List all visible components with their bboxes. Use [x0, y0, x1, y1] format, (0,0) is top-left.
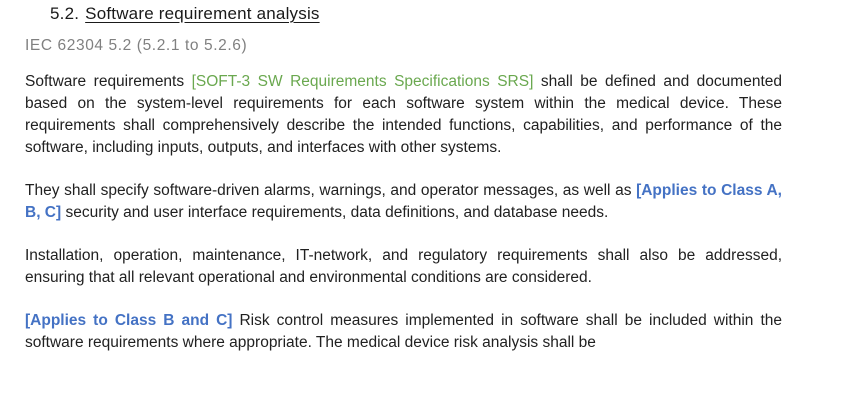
paragraph: [25, 71, 782, 159]
class-applicability-tag: [Applies to Class A, B, C]: [25, 182, 782, 221]
text-segment: They shall specify software-driven alarms, warnings, and operator messages, as well as: [25, 182, 637, 199]
section-heading: [50, 4, 842, 24]
text-segment: security and user interface requirements, data definitions, and database needs.: [61, 204, 609, 221]
paragraph: [25, 310, 782, 354]
text-segment: Installation, operation, maintenance, IT-network, and regulatory requirements shall also be addressed, ensuring that all relevant operational and environmental conditions are considered.: [25, 247, 782, 286]
paragraphs: [25, 71, 782, 354]
text-segment: shall be defined and documented based on the system-level requirements for each software system within the medical device. These requirements shall comprehensively describe the intended functions, capabilities, and performance of the software, including inputs, outputs, and interfaces with other systems.: [25, 73, 782, 156]
section-title: Software requirement analysis: [85, 4, 320, 23]
standard-reference: IEC 62304 5.2 (5.2.1 to 5.2.6): [25, 37, 248, 54]
text-segment: Risk control measures implemented in software shall be included within the software requirements where appropriate. The medical device risk analysis shall be: [25, 312, 782, 351]
paragraph: [25, 245, 782, 289]
section-number: 5.2.: [50, 4, 80, 23]
paragraph: [25, 180, 782, 224]
class-applicability-tag: [Applies to Class B and C]: [25, 312, 233, 329]
soft-reference-tag: [SOFT-3 SW Requirements Specifications SRS]: [191, 73, 534, 90]
text-segment: Software requirements: [25, 73, 192, 90]
